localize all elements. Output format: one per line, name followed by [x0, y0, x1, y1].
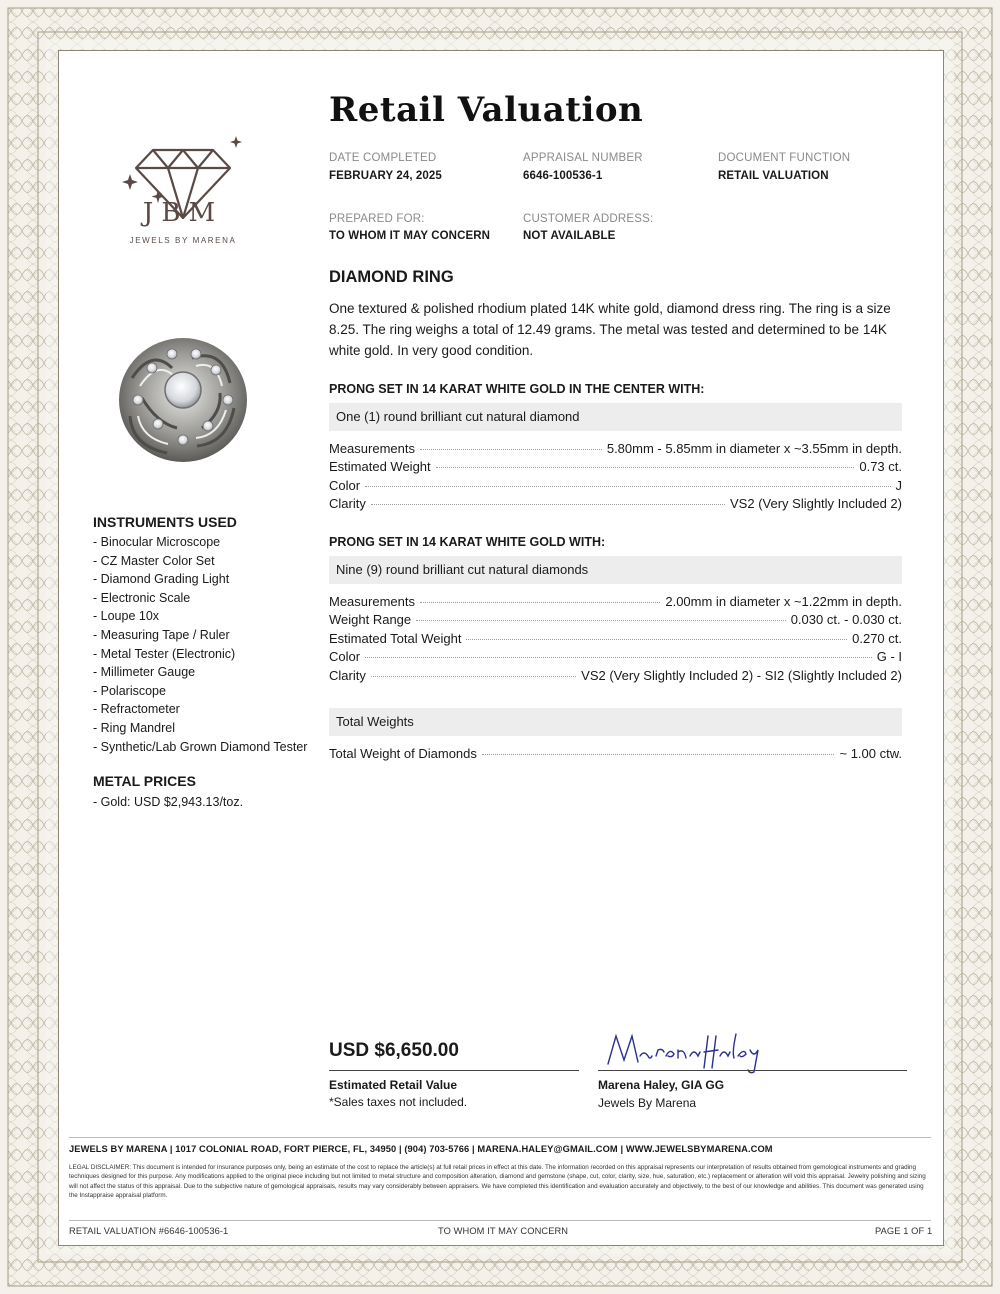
- logo-subtext: JEWELS BY MARENA: [129, 236, 237, 245]
- footer-document-ref: RETAIL VALUATION #6646-100536-1: [69, 1226, 229, 1236]
- list-item: - CZ Master Color Set: [93, 553, 215, 568]
- side-stones-band: Nine (9) round brilliant cut natural diamonds: [329, 556, 902, 584]
- spec-row: [329, 631, 902, 650]
- list-item: - Measuring Tape / Ruler: [93, 627, 230, 642]
- spec-row: [329, 594, 902, 613]
- list-item: - Synthetic/Lab Grown Diamond Tester: [93, 739, 308, 754]
- customer-address-label: CUSTOMER ADDRESS:: [523, 213, 654, 225]
- spec-row: [329, 459, 902, 478]
- spec-row: [329, 649, 902, 668]
- item-description: One textured & polished rhodium plated 14K white gold, diamond dress ring. The ring is a size 8.25. The ring weighs a total of 12.49 grams. The metal was tested and determined to be 14K white gold. In very good condition.: [329, 301, 891, 358]
- spec-row: [329, 612, 902, 631]
- list-item: - Ring Mandrel: [93, 720, 175, 735]
- metal-prices-list: [93, 793, 243, 812]
- dot-leader: [365, 486, 890, 487]
- item-title: DIAMOND RING: [329, 268, 454, 286]
- dot-leader: [371, 504, 725, 505]
- list-item: - Electronic Scale: [93, 590, 191, 605]
- price-label: Estimated Retail Value: [329, 1078, 458, 1092]
- prepared-for-label: PREPARED FOR:: [329, 213, 425, 225]
- signature: [604, 1028, 774, 1076]
- spec-label: Clarity: [329, 668, 366, 683]
- signer-company: Jewels By Marena: [598, 1096, 697, 1110]
- dot-leader: [482, 754, 835, 755]
- spec-row: [329, 668, 902, 687]
- dot-leader: [420, 602, 660, 603]
- footer-page-number: PAGE 1 OF 1: [875, 1226, 933, 1236]
- totals-band: Total Weights: [329, 708, 902, 736]
- list-item: - Diamond Grading Light: [93, 572, 230, 587]
- ring-photo: [112, 328, 254, 470]
- spec-row: [329, 746, 902, 765]
- dot-leader: [416, 620, 786, 621]
- list-item: - Polariscope: [93, 683, 166, 698]
- spec-value: J: [895, 478, 902, 493]
- spec-label: Measurements: [329, 594, 415, 609]
- customer-address-value: NOT AVAILABLE: [523, 230, 616, 242]
- dot-leader: [466, 639, 847, 640]
- appraisal-number-label: APPRAISAL NUMBER: [523, 152, 643, 164]
- center-stone-band: One (1) round brilliant cut natural diamond: [329, 403, 902, 431]
- spec-value: VS2 (Very Slightly Included 2): [730, 496, 902, 511]
- list-item: - Metal Tester (Electronic): [93, 646, 236, 661]
- spec-label: Color: [329, 649, 361, 664]
- spec-label: Estimated Weight: [329, 459, 431, 474]
- list-item: - Binocular Microscope: [93, 535, 221, 549]
- logo-text: JBM: [142, 198, 224, 228]
- list-item: - Refractometer: [93, 702, 180, 717]
- estimated-price: USD $6,650.00: [329, 1040, 459, 1061]
- side-stones-heading: PRONG SET IN 14 KARAT WHITE GOLD WITH:: [329, 535, 606, 549]
- center-stone-heading: PRONG SET IN 14 KARAT WHITE GOLD IN THE CENTER WITH:: [329, 382, 705, 396]
- document-title: Retail Valuation: [329, 90, 644, 130]
- signer-name: Marena Haley, GIA GG: [598, 1078, 725, 1092]
- spec-value: VS2 (Very Slightly Included 2) - SI2 (Slightly Included 2): [581, 668, 902, 683]
- legal-disclaimer: LEGAL DISCLAIMER: This document is intended for insurance purposes only, being an estimate of the cost to replace the article(s) at full retail prices in effect at this date. The information recorded on this appraisal represents our interpretation of results obtained from gemological instruments and grading techniques designed for this purpose. Any modifications applied to the original piece including but not limited to metal structure and composition alteration, diamond and gemstone (shape, cut, color, clarity, size, hue, saturation, etc.) replacement or alteration will void this appraisal. Jewelry polishing and sizing will not affect the status of this appraisal. Due to the subjective nature of gemological appraisals, results may vary considerably between appraisers. We have completed this identification and evaluation accurately and objectively, to the best of our knowledge and abilities. This document was generated using the Instappraise appraisal platform.: [69, 1164, 926, 1200]
- spec-label: Color: [329, 478, 361, 493]
- dot-leader: [420, 449, 602, 450]
- signature-divider: [598, 1070, 907, 1071]
- dot-leader: [371, 676, 576, 677]
- footer-divider-top: [69, 1137, 931, 1138]
- list-item: - Millimeter Gauge: [93, 665, 196, 680]
- spec-value: 0.270 ct.: [852, 631, 902, 646]
- instruments-heading: INSTRUMENTS USED: [93, 514, 237, 530]
- spec-label: Estimated Total Weight: [329, 631, 462, 646]
- date-completed-value: FEBRUARY 24, 2025: [329, 170, 442, 182]
- spec-value: 2.00mm in diameter x ~1.22mm in depth.: [665, 594, 902, 609]
- date-completed-label: DATE COMPLETED: [329, 152, 437, 164]
- spec-row: [329, 441, 902, 460]
- spec-value: 0.030 ct. - 0.030 ct.: [790, 612, 902, 627]
- document-function-label: DOCUMENT FUNCTION: [718, 152, 851, 164]
- list-item: - Gold: USD $2,943.13/toz.: [93, 795, 244, 809]
- spec-row: [329, 496, 902, 515]
- list-item: - Loupe 10x: [93, 609, 160, 624]
- prepared-for-value: TO WHOM IT MAY CONCERN: [329, 230, 491, 242]
- spec-label: Clarity: [329, 496, 366, 511]
- appraisal-number-value: 6646-100536-1: [523, 170, 603, 182]
- document-function-value: RETAIL VALUATION: [718, 170, 829, 182]
- price-note: *Sales taxes not included.: [329, 1095, 468, 1109]
- footer-recipient: TO WHOM IT MAY CONCERN: [438, 1226, 569, 1236]
- spec-row: [329, 478, 902, 497]
- dot-leader: [436, 467, 855, 468]
- instruments-list: [93, 533, 307, 756]
- metal-prices-heading: METAL PRICES: [93, 773, 196, 789]
- price-divider: [329, 1070, 579, 1071]
- dot-leader: [365, 657, 872, 658]
- spec-value: G - I: [876, 649, 902, 664]
- spec-label: Total Weight of Diamonds: [329, 746, 477, 761]
- spec-label: Measurements: [329, 441, 415, 456]
- footer-contact: JEWELS BY MARENA | 1017 COLONIAL ROAD, FORT PIERCE, FL, 34950 | (904) 703-5766 | MARENA.HALEY@GMAIL.COM | WWW.JEWELSBYMARENA.COM: [69, 1144, 773, 1154]
- footer-divider-bottom: [69, 1220, 931, 1221]
- spec-label: Weight Range: [329, 612, 412, 627]
- spec-value: 5.80mm - 5.85mm in diameter x ~3.55mm in depth.: [606, 441, 902, 456]
- spec-value: ~ 1.00 ctw.: [839, 746, 902, 761]
- spec-value: 0.73 ct.: [859, 459, 902, 474]
